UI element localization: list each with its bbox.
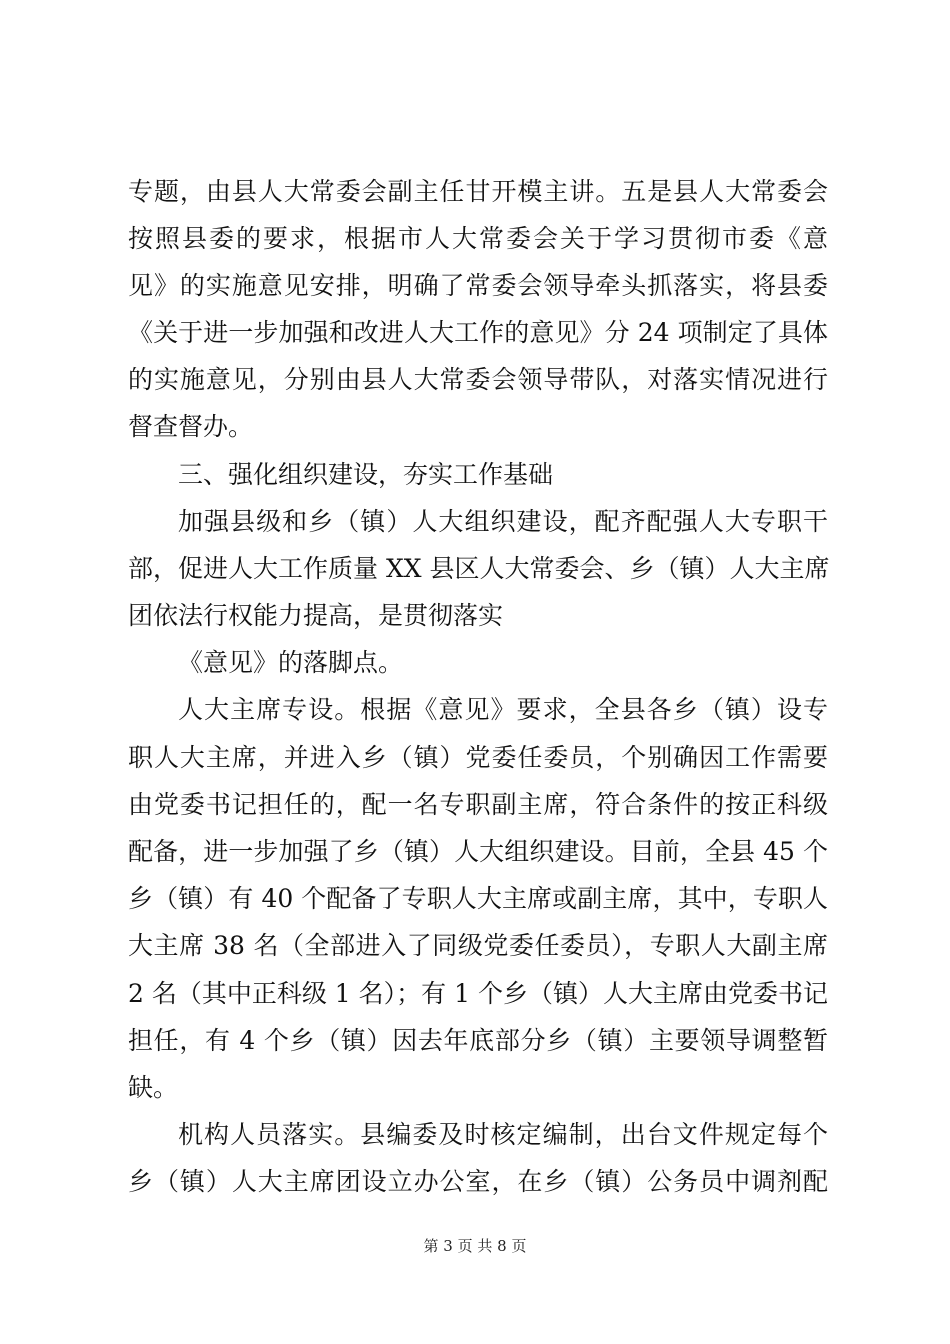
text-line: 缺。 — [128, 1073, 179, 1102]
text-line: 按照县委的要求，根据市人大常委会关于学习贯彻市委《意 — [128, 224, 828, 253]
text-line: 的实施意见，分别由县人大常委会领导带队，对落实情况进行 — [128, 365, 828, 394]
text-line: 见》的实施意见安排，明确了常委会领导牵头抓落实，将县委 — [128, 271, 828, 300]
section-heading: 三、强化组织建设，夯实工作基础 — [178, 460, 554, 489]
text-line: 专题，由县人大常委会副主任甘开模主讲。五是县人大常委会 — [128, 177, 828, 206]
text-line: 乡（镇）有 40 个配备了专职人大主席或副主席，其中，专职人 — [128, 884, 828, 913]
page-number-footer: 第 3 页 共 8 页 — [423, 1237, 527, 1255]
text-line: 担任，有 4 个乡（镇）因去年底部分乡（镇）主要领导调整暂 — [128, 1026, 828, 1055]
text-line: 机构人员落实。县编委及时核定编制，出台文件规定每个 — [178, 1120, 828, 1149]
text-line: 团依法行权能力提高，是贯彻落实 — [128, 601, 504, 630]
text-line: 乡（镇）人大主席团设立办公室，在乡（镇）公务员中调剂配 — [128, 1167, 828, 1196]
text-line: 部，促进人大工作质量 XX 县区人大常委会、乡（镇）人大主席 — [128, 554, 830, 583]
text-line: 人大主席专设。根据《意见》要求，全县各乡（镇）设专 — [178, 695, 828, 724]
text-line: 大主席 38 名（全部进入了同级党委任委员），专职人大副主席 — [128, 931, 828, 960]
text-line: 加强县级和乡（镇）人大组织建设，配齐配强人大专职干 — [178, 507, 828, 536]
text-line: 《关于进一步加强和改进人大工作的意见》分 24 项制定了具体 — [128, 318, 828, 347]
text-line: 督查督办。 — [128, 412, 254, 441]
text-line: 职人大主席，并进入乡（镇）党委任委员，个别确因工作需要 — [128, 743, 828, 772]
text-line: 配备，进一步加强了乡（镇）人大组织建设。目前，全县 45 个 — [128, 837, 828, 866]
text-line: 由党委书记担任的，配一名专职副主席，符合条件的按正科级 — [128, 790, 828, 819]
text-line: 《意见》的落脚点。 — [178, 648, 404, 677]
text-line: 2 名（其中正科级 1 名）；有 1 个乡（镇）人大主席由党委书记 — [128, 979, 828, 1008]
